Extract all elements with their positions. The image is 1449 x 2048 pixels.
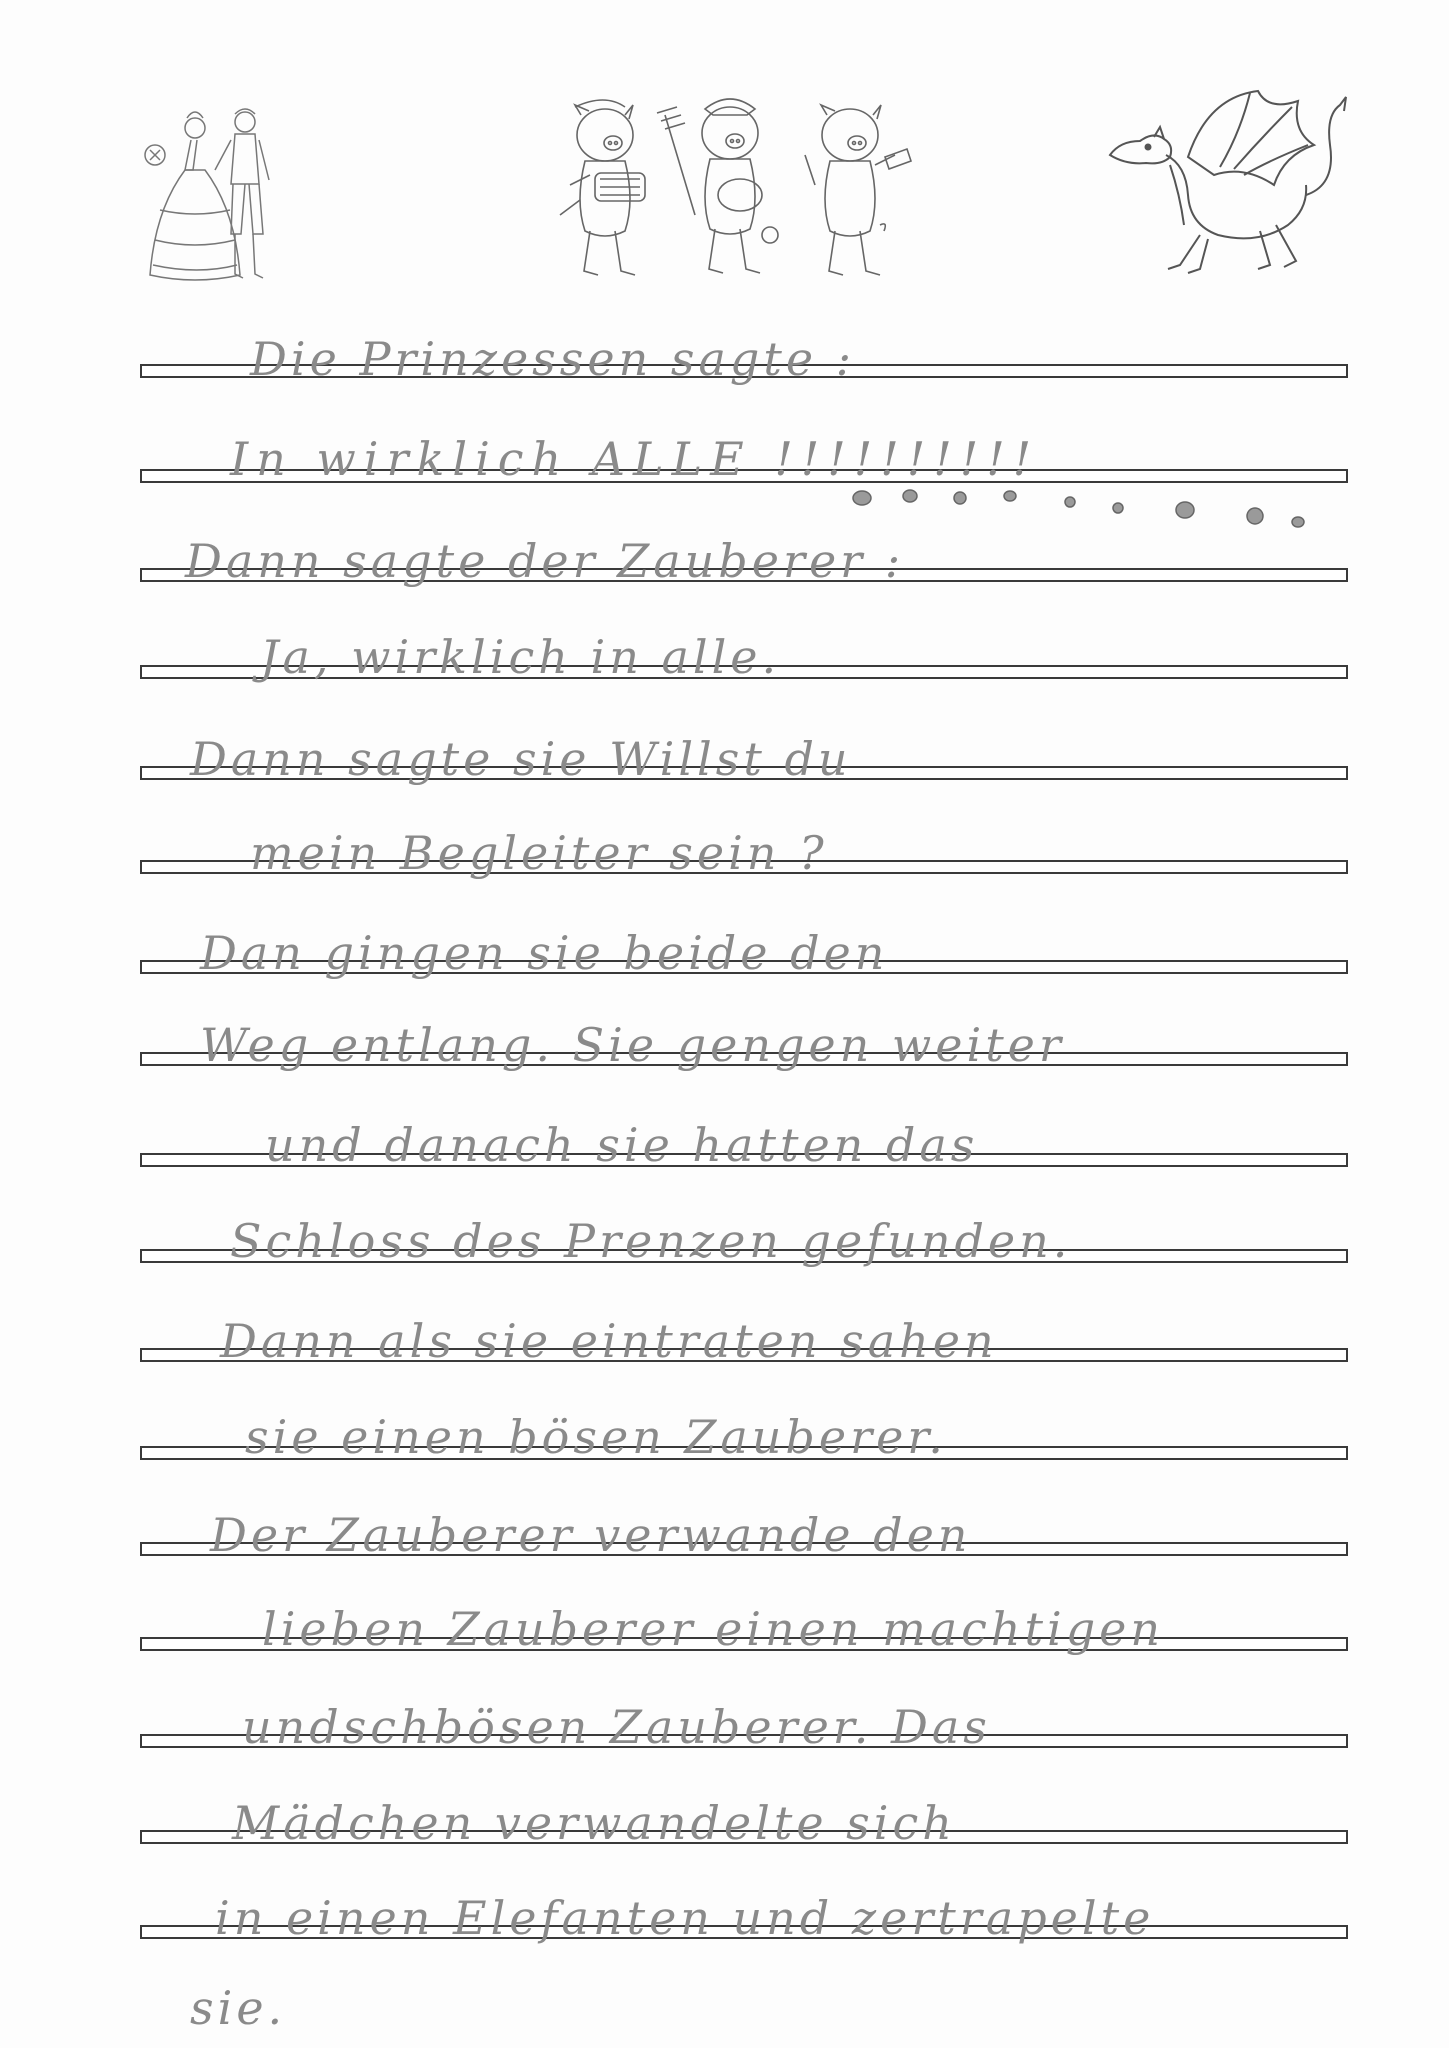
handwritten-line-18: sie. bbox=[190, 1981, 287, 2035]
handwritten-line-2: In wirklich ALLE !!!!!!!!!! bbox=[230, 432, 1040, 486]
three-pigs-illustration bbox=[545, 95, 915, 285]
handwritten-line-17: in einen Elefanten und zertrapelte bbox=[215, 1891, 1155, 1945]
handwritten-line-13: Der Zauberer verwande den bbox=[210, 1508, 972, 1562]
handwritten-line-12: sie einen bösen Zauberer. bbox=[245, 1410, 947, 1464]
handwritten-line-9: und danach sie hatten das bbox=[265, 1118, 979, 1172]
exclamation-dots-decoration bbox=[840, 480, 1320, 534]
handwritten-line-8: Weg entlang. Sie gengen weiter bbox=[200, 1018, 1065, 1072]
handwritten-line-15: undschbösen Zauberer. Das bbox=[242, 1700, 991, 1754]
handwritten-line-1: Die Prinzessen sagte : bbox=[250, 332, 856, 386]
handwritten-line-14: lieben Zauberer einen machtigen bbox=[262, 1602, 1165, 1656]
handwritten-line-10: Schloss des Prenzen gefunden. bbox=[230, 1214, 1072, 1268]
handwritten-line-16: Mädchen verwandelte sich bbox=[232, 1796, 956, 1850]
dragon-illustration bbox=[1100, 85, 1350, 280]
handwritten-line-3: Dann sagte der Zauberer : bbox=[185, 534, 905, 588]
handwritten-line-11: Dann als sie eintraten sahen bbox=[220, 1314, 998, 1368]
handwritten-line-5: Dann sagte sie Willst du bbox=[190, 732, 852, 786]
prince-princess-illustration bbox=[135, 100, 285, 285]
handwritten-line-7: Dan gingen sie beide den bbox=[200, 926, 889, 980]
handwritten-line-6: mein Begleiter sein ? bbox=[250, 826, 828, 880]
handwritten-line-4: Ja, wirklich in alle. bbox=[260, 630, 781, 684]
